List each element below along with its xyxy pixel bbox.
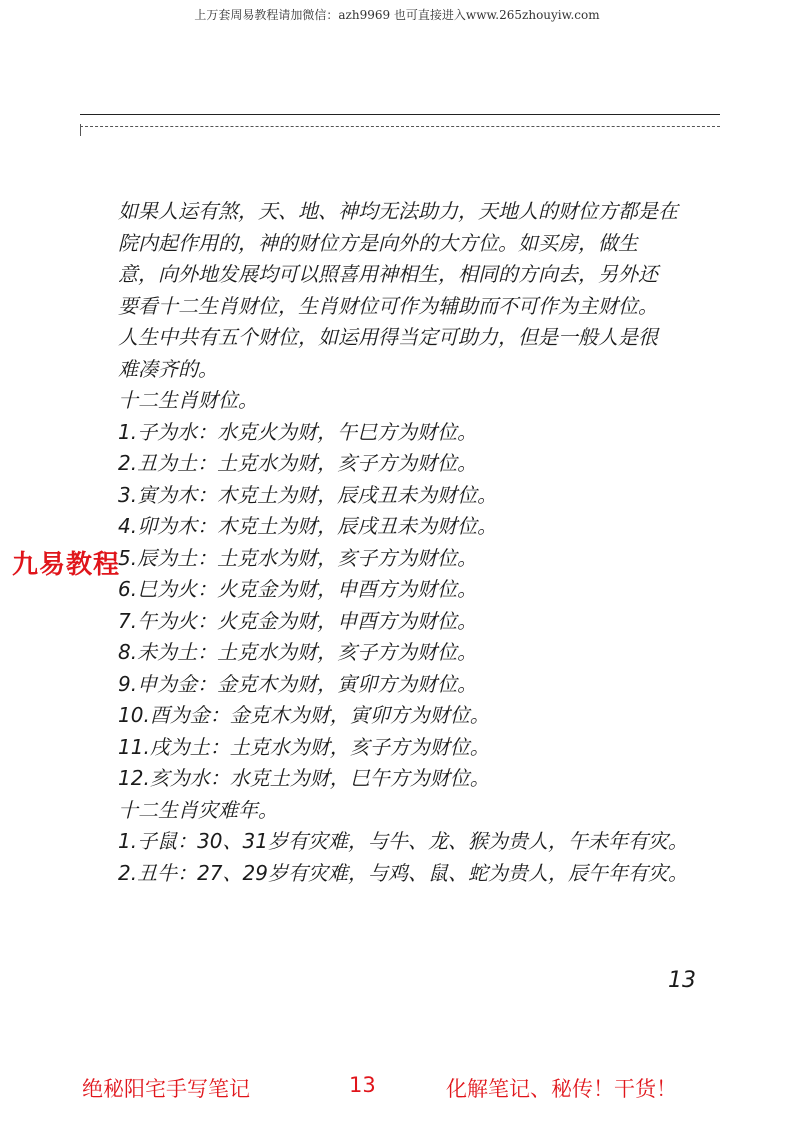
page-header: 上万套周易教程请加微信：azh9969 也可直接进入www.265zhouyiw.com [194,8,600,22]
top-rule [80,114,720,115]
section-heading-wealth: 十二生肖财位。 [118,388,258,412]
dashed-rule [80,126,720,127]
footer-page-number: 13 [349,1073,376,1097]
paragraph-line: 要看十二生肖财位，生肖财位可作为辅助而不可作为主财位。 [118,293,658,318]
footer-title: 绝秘阳宅手写笔记 [82,1077,250,1101]
paragraph [118,196,688,385]
list-item: 2.丑牛：27、29岁有灾难，与鸡、鼠、蛇为贵人，辰午年有灾。 [118,860,688,885]
list-item: 1.子鼠：30、31岁有灾难，与牛、龙、猴为贵人，午未年有灾。 [118,829,688,853]
handwritten-page-number: 13 [668,968,696,993]
paragraph-line: 如果人运有煞，天、地、神均无法助力，天地人的财位方都是在 [118,199,678,223]
footer [0,1073,794,1105]
paragraph-line: 意，向外地发展均可以照喜用神相生，相同的方向去，另外还 [118,262,658,286]
list-item: 3.寅为木：木克土为财，辰戌丑未为财位。 [118,482,498,507]
list-item: 6.巳为火：火克金为财，申酉方为财位。 [118,577,478,601]
disaster-list [118,826,688,889]
paragraph-line: 难凑齐的。 [118,356,218,381]
wealth-list [118,417,688,795]
list-item: 4.卯为木：木克土为财，辰戌丑未为财位。 [118,514,498,538]
paragraph-line: 人生中共有五个财位，如运用得当定可助力，但是一般人是很 [118,325,658,349]
list-item: 8.未为土：土克水为财，亥子方为财位。 [118,640,478,664]
list-item: 12.亥为水：水克土为财，巳午方为财位。 [118,766,490,790]
paragraph-line: 院内起作用的，神的财位方是向外的大方位。如买房，做生 [118,230,638,255]
list-item: 1.子为水：水克火为财，午巳方为财位。 [118,419,478,444]
list-item: 2.丑为土：土克水为财，亥子方为财位。 [118,451,478,475]
list-item: 7.午为火：火克金为财，申酉方为财位。 [118,608,478,633]
list-item: 10.酉为金：金克木为财，寅卯方为财位。 [118,703,490,727]
section-heading-disaster: 十二生肖灾难年。 [118,797,278,822]
list-item: 11.戌为土：土克水为财，亥子方为财位。 [118,734,490,759]
list-item: 5.辰为土：土克水为财，亥子方为财位。 [118,545,478,570]
handwritten-body [118,196,688,889]
footer-tagline: 化解笔记、秘传！干货！ [446,1077,677,1101]
watermark-logo: 九易教程 [12,550,121,580]
list-item: 9.申为金：金克木为财，寅卯方为财位。 [118,671,478,696]
